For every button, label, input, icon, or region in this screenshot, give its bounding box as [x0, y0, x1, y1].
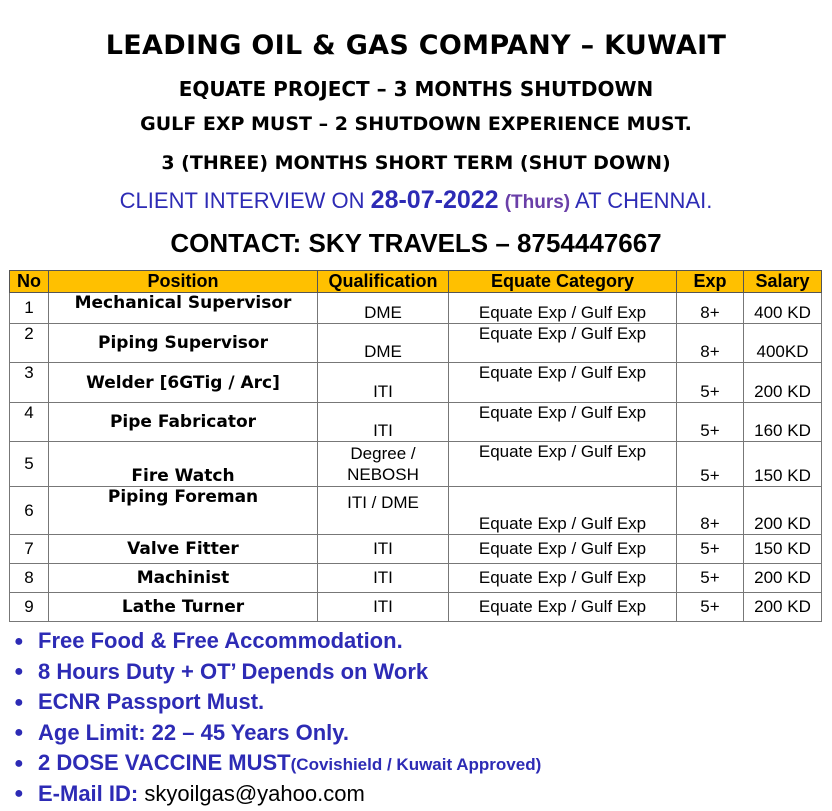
cell-qualification: DME: [318, 324, 449, 363]
col-header-qualification: Qualification: [318, 271, 449, 293]
cell-exp: 5+: [677, 564, 744, 593]
table-row: [10, 487, 822, 535]
cell-category: Equate Exp / Gulf Exp: [449, 293, 677, 324]
cell-salary: 150 KD: [744, 442, 822, 487]
bullet-icon: ●: [14, 724, 24, 742]
interview-line: [0, 186, 832, 215]
interview-prefix: CLIENT INTERVIEW ON: [119, 188, 371, 213]
cell-no: 9: [10, 593, 49, 622]
list-item: [14, 626, 541, 657]
list-item: [14, 687, 541, 718]
note-food: Free Food & Free Accommodation.: [38, 628, 403, 653]
cell-no: 1: [10, 293, 49, 324]
cell-salary: 160 KD: [744, 403, 822, 442]
table-header-row: [10, 271, 822, 293]
cell-exp: 8+: [677, 487, 744, 535]
list-item: [14, 718, 541, 749]
note-duty: 8 Hours Duty + OT’ Depends on Work: [38, 658, 429, 684]
bullet-icon: ●: [14, 754, 24, 772]
cell-qualification: ITI: [318, 564, 449, 593]
cell-position: Pipe Fabricator: [49, 403, 318, 442]
cell-category: Equate Exp / Gulf Exp: [449, 324, 677, 363]
cell-exp: 5+: [677, 363, 744, 403]
table-row: [10, 293, 822, 324]
bullet-icon: ●: [14, 663, 24, 681]
cell-position: Piping Supervisor: [49, 324, 318, 363]
table-row: [10, 442, 822, 487]
cell-salary: 200 KD: [744, 487, 822, 535]
cell-category: Equate Exp / Gulf Exp: [449, 363, 677, 403]
interview-suffix: AT CHENNAI.: [570, 188, 713, 213]
cell-exp: 8+: [677, 324, 744, 363]
cell-qualification: ITI / DME: [318, 487, 449, 535]
interview-date: 28-07-2022: [370, 186, 499, 214]
col-header-no: No: [10, 271, 49, 293]
cell-position: Machinist: [49, 564, 318, 593]
table-row: [10, 403, 822, 442]
benefits-list: [14, 626, 541, 809]
cell-exp: 5+: [677, 442, 744, 487]
cell-no: 7: [10, 535, 49, 564]
col-header-exp: Exp: [677, 271, 744, 293]
table-row: [10, 324, 822, 363]
cell-position: Mechanical Supervisor: [49, 293, 318, 324]
cell-qualification: ITI: [318, 535, 449, 564]
cell-category: Equate Exp / Gulf Exp: [449, 564, 677, 593]
note-passport: ECNR Passport Must.: [38, 689, 265, 714]
cell-salary: 200 KD: [744, 593, 822, 622]
cell-qualification: ITI: [318, 403, 449, 442]
cell-category: Equate Exp / Gulf Exp: [449, 487, 677, 535]
cell-position: Welder [6GTig / Arc]: [49, 363, 318, 403]
cell-salary: 200 KD: [744, 564, 822, 593]
col-header-position: Position: [49, 271, 318, 293]
table-row: [10, 363, 822, 403]
cell-salary: 150 KD: [744, 535, 822, 564]
email-link[interactable]: skyoilgas@yahoo.com: [144, 780, 365, 806]
note-vaccine: 2 DOSE VACCINE MUST: [38, 750, 291, 775]
table-row: [10, 564, 822, 593]
cell-exp: 5+: [677, 403, 744, 442]
table-row: [10, 535, 822, 564]
company-title: LEADING OIL & GAS COMPANY – KUWAIT: [105, 30, 727, 61]
cell-qualification: ITI: [318, 363, 449, 403]
cell-qualification: ITI: [318, 593, 449, 622]
cell-position: Lathe Turner: [49, 593, 318, 622]
cell-exp: 8+: [677, 293, 744, 324]
bullet-icon: ●: [14, 785, 24, 803]
term-line: 3 (THREE) MONTHS SHORT TERM (SHUT DOWN): [161, 152, 671, 174]
cell-no: 2: [10, 324, 49, 363]
list-item: [14, 748, 541, 779]
experience-requirement: GULF EXP MUST – 2 SHUTDOWN EXPERIENCE MUST.: [140, 113, 692, 135]
cell-no: 4: [10, 403, 49, 442]
email-label: E-Mail ID:: [38, 780, 145, 806]
bullet-icon: ●: [14, 632, 24, 650]
cell-salary: 400KD: [744, 324, 822, 363]
cell-exp: 5+: [677, 535, 744, 564]
table-row: [10, 593, 822, 622]
cell-no: 5: [10, 442, 49, 487]
col-header-salary: Salary: [744, 271, 822, 293]
cell-category: Equate Exp / Gulf Exp: [449, 535, 677, 564]
list-item: [14, 657, 541, 688]
cell-exp: 5+: [677, 593, 744, 622]
cell-qualification: Degree / NEBOSH: [318, 442, 449, 487]
cell-position: Valve Fitter: [49, 535, 318, 564]
cell-no: 6: [10, 487, 49, 535]
jobs-table: [9, 270, 822, 622]
project-subtitle: EQUATE PROJECT – 3 MONTHS SHUTDOWN: [178, 77, 654, 101]
note-age: Age Limit: 22 – 45 Years Only.: [38, 719, 349, 745]
cell-category: Equate Exp / Gulf Exp: [449, 593, 677, 622]
interview-day: (Thurs): [504, 192, 571, 213]
cell-category: Equate Exp / Gulf Exp: [449, 403, 677, 442]
bullet-icon: ●: [14, 693, 24, 711]
cell-position: Fire Watch: [49, 442, 318, 487]
contact-line: CONTACT: SKY TRAVELS – 8754447667: [170, 228, 662, 258]
cell-no: 3: [10, 363, 49, 403]
cell-salary: 400 KD: [744, 293, 822, 324]
cell-category: Equate Exp / Gulf Exp: [449, 442, 677, 487]
note-vaccine-detail: (Covishield / Kuwait Approved): [290, 755, 542, 774]
cell-salary: 200 KD: [744, 363, 822, 403]
cell-qualification: DME: [318, 293, 449, 324]
cell-no: 8: [10, 564, 49, 593]
col-header-category: Equate Category: [449, 271, 677, 293]
list-item: [14, 779, 541, 810]
cell-position: Piping Foreman: [49, 487, 318, 535]
